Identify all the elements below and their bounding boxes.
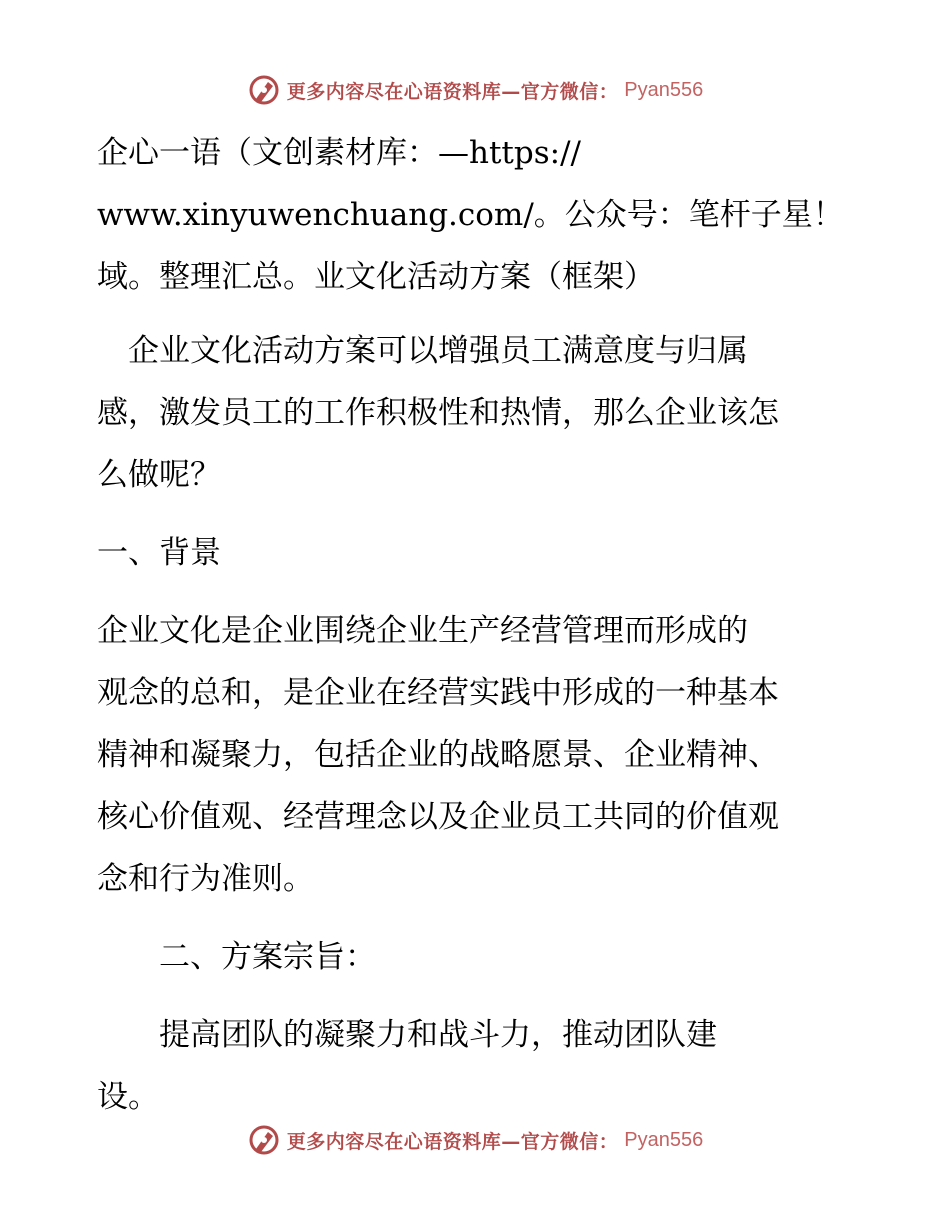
- paragraph1-line: 企业文化活动方案可以增强员工满意度与归属: [97, 333, 748, 369]
- watermark-text: 更多内容尽在心语资料库—官方微信：: [286, 80, 619, 103]
- paragraph-gap: [97, 910, 857, 926]
- section1-heading: 一、背景: [97, 535, 221, 571]
- paragraph3-line: 提高团队的凝聚力和战斗力，推动团队建: [97, 1017, 717, 1053]
- intro-line: www.xinyuwenchuang.com/。公众号：笔杆子星！: [97, 197, 844, 233]
- paragraph2-line: 精神和凝聚力，包括企业的战略愿景、企业精神、: [97, 737, 779, 773]
- paragraph2-line: 核心价值观、经营理念以及企业员工共同的价值观: [97, 799, 779, 835]
- watermark-account: Pyan556: [624, 78, 704, 101]
- paragraph1-line: 么做呢？: [97, 457, 221, 493]
- watermark-group: [247, 1123, 703, 1157]
- document-body: [97, 122, 857, 1128]
- pen-logo-icon: [247, 1123, 281, 1157]
- paragraph-gap: [97, 988, 857, 1004]
- watermark-text: 更多内容尽在心语资料库—官方微信：: [286, 1130, 619, 1153]
- watermark-group: [247, 73, 703, 107]
- paragraph2-line: 观念的总和，是企业在经营实践中形成的一种基本: [97, 675, 779, 711]
- paragraph-gap: [97, 308, 857, 320]
- intro-line: 企心一语（文创素材库：—https://: [97, 135, 581, 171]
- paragraph2-line: 念和行为准则。: [97, 861, 314, 897]
- paragraph1-line: 感，激发员工的工作积极性和热情，那么企业该怎: [97, 395, 779, 431]
- paragraph-gap: [97, 584, 857, 600]
- paragraph-gap: [97, 506, 857, 522]
- paragraph3-line: 设。: [97, 1079, 159, 1115]
- paragraph2-line: 企业文化是企业围绕企业生产经营管理而形成的: [97, 613, 748, 649]
- section2-heading: 二、方案宗旨：: [97, 939, 376, 975]
- pen-logo-icon: [247, 73, 281, 107]
- watermark-account: Pyan556: [624, 1128, 704, 1151]
- watermark-banner-top: [0, 70, 950, 110]
- watermark-banner-bottom: [0, 1120, 950, 1160]
- intro-line: 域。整理汇总。业文化活动方案（框架）: [97, 259, 655, 295]
